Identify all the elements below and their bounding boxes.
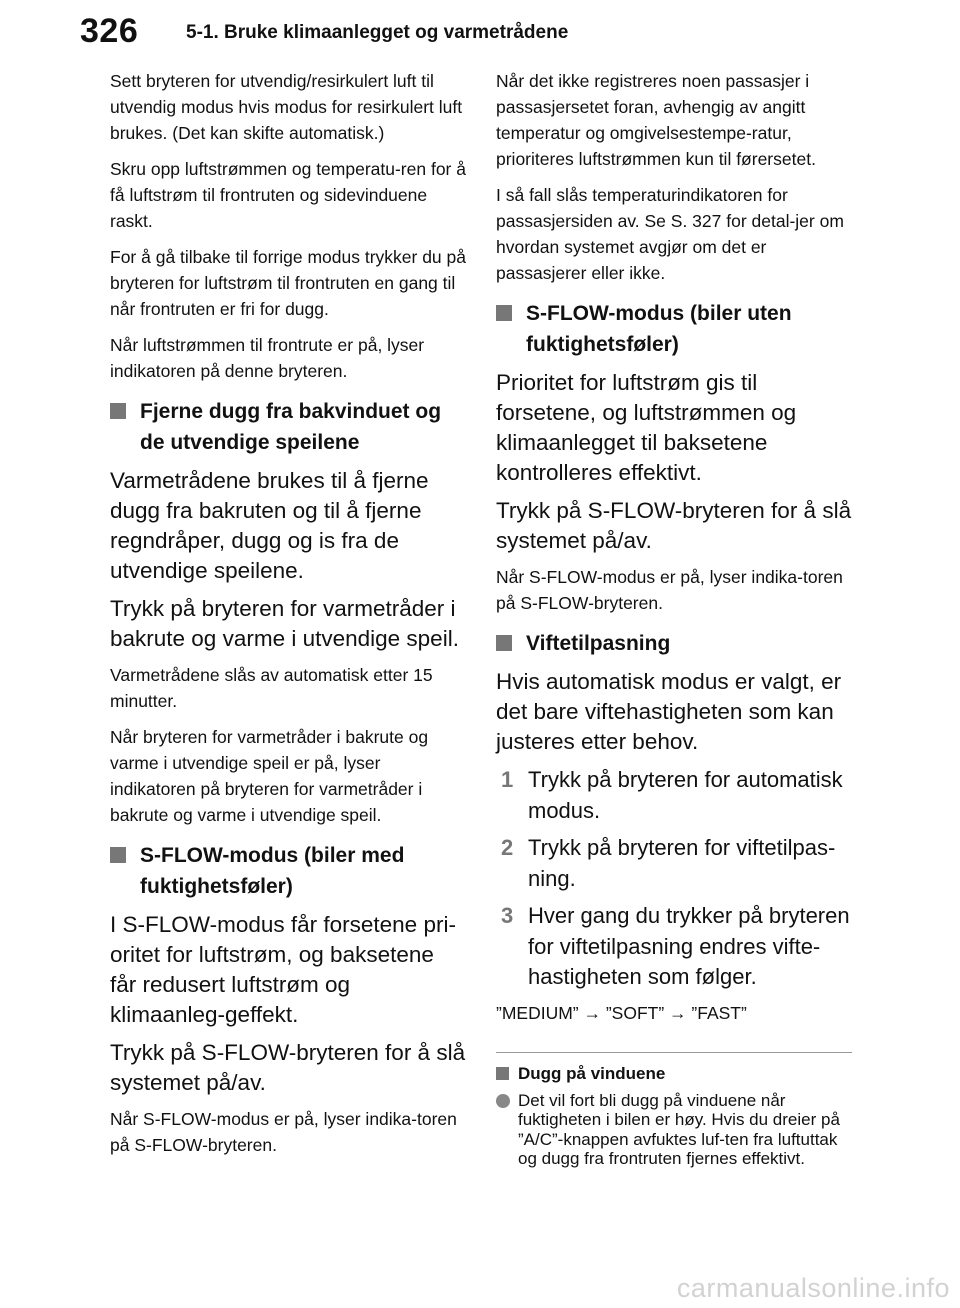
fan-speed-sequence: ”MEDIUM” → ”SOFT” → ”FAST” <box>496 1002 747 1023</box>
heading-text: Viftetilpasning <box>526 632 671 655</box>
square-bullet-icon <box>496 635 512 651</box>
paragraph: Trykk på S-FLOW-bryteren for å slå systemet på/av. <box>110 1040 466 1095</box>
step-text: Trykk på bryteren for viftetilpas-ning. <box>528 835 836 891</box>
page-number: 326 <box>80 12 139 50</box>
step-item <box>496 901 852 993</box>
watermark: carmanualsonline.info <box>676 1273 950 1303</box>
square-bullet-icon <box>496 305 512 321</box>
paragraph: Når S-FLOW-modus er på, lyser indika-toren på S-FLOW-bryteren. <box>496 567 843 613</box>
section-heading <box>496 298 852 360</box>
note-heading-text: Dugg på vinduene <box>518 1063 666 1083</box>
paragraph: Hvis automatisk modus er valgt, er det bare viftehastigheten som kan justeres etter behov. <box>496 669 842 754</box>
step-item <box>496 765 852 826</box>
paragraph: I S-FLOW-modus får forsetene pri-oritet for luftstrøm, og baksetene får redusert luftstrøm og klimaanleg-geffekt. <box>110 912 456 1027</box>
paragraph: Sett bryteren for utvendig/resirkulert luft til utvendig modus hvis modus for resirkulert luft brukes. (Det kan skifte automatisk.) <box>110 71 463 143</box>
paragraph: Varmetrådene brukes til å fjerne dugg fra bakruten og til å fjerne regndråper, dugg og is fra de utvendige speilene. <box>110 468 429 583</box>
section-heading <box>496 628 852 659</box>
paragraph: Varmetrådene slås av automatisk etter 15 minutter. <box>110 665 433 711</box>
page-header <box>0 0 960 64</box>
square-bullet-icon <box>110 403 126 419</box>
paragraph: Når luftstrømmen til frontrute er på, lyser indikatoren på denne bryteren. <box>110 335 425 381</box>
paragraph: Prioritet for luftstrøm gis til forsetene, og luftstrømmen og klimaanlegget til baksetene kontrolleres effektivt. <box>496 370 797 485</box>
step-text: Trykk på bryteren for automatisk modus. <box>528 767 843 823</box>
step-number: 3 <box>501 903 514 928</box>
note-item <box>496 1091 852 1169</box>
paragraph: Skru opp luftstrømmen og temperatu-ren for å få luftstrøm til frontruten og sidevinduene raskt. <box>110 159 466 231</box>
divider <box>496 1052 852 1053</box>
step-item <box>496 833 852 894</box>
heading-text: S-FLOW-modus (biler med fuktighetsføler) <box>140 844 405 898</box>
note-heading <box>496 1063 852 1085</box>
paragraph: For å gå tilbake til forrige modus trykker du på bryteren for luftstrøm til frontruten en gang til når frontruten er fri for dugg. <box>110 247 466 319</box>
left-column <box>110 68 466 1168</box>
step-text: Hver gang du trykker på bryteren for viftetilpasning endres vifte-hastigheten som følger. <box>528 903 850 989</box>
paragraph: Når det ikke registreres noen passasjer i passasjersetet foran, avhengig av angitt temperatur og omgivelsestempe-ratur, prioriteres luftstrømmen kun til førersetet. <box>496 71 816 169</box>
section-heading <box>110 396 466 458</box>
section-title: 5-1. Bruke klimaanlegget og varmetrådene <box>186 22 569 43</box>
heading-text: Fjerne dugg fra bakvinduet og de utvendige speilene <box>140 400 442 454</box>
step-number: 2 <box>501 835 514 860</box>
heading-text: S-FLOW-modus (biler uten fuktighetsføler) <box>526 302 792 356</box>
section-heading <box>110 840 466 902</box>
paragraph: Trykk på bryteren for varmetråder i bakrute og varme i utvendige speil. <box>110 596 459 651</box>
circle-bullet-icon <box>496 1094 510 1108</box>
paragraph: Når S-FLOW-modus er på, lyser indika-toren på S-FLOW-bryteren. <box>110 1109 457 1155</box>
step-number: 1 <box>501 767 514 792</box>
right-column <box>496 68 852 1169</box>
paragraph: Når bryteren for varmetråder i bakrute og varme i utvendige speil er på, lyser indikatoren på bryteren for varmetråder i bakrute og varme i utvendige speil. <box>110 727 429 825</box>
paragraph: I så fall slås temperaturindikatoren for passasjersiden av. Se S. 327 for detal-jer om hvordan systemet avgjør om det er passasjerer eller ikke. <box>496 185 844 283</box>
square-bullet-icon <box>496 1067 509 1080</box>
note-text: Det vil fort bli dugg på vinduene når fuktigheten i bilen er høy. Hvis du dreier på ”A/C”-knappen avfuktes luf-ten fra luftuttak og dugg fra frontruten fjernes effektivt. <box>518 1090 840 1168</box>
square-bullet-icon <box>110 847 126 863</box>
paragraph: Trykk på S-FLOW-bryteren for å slå systemet på/av. <box>496 498 852 553</box>
